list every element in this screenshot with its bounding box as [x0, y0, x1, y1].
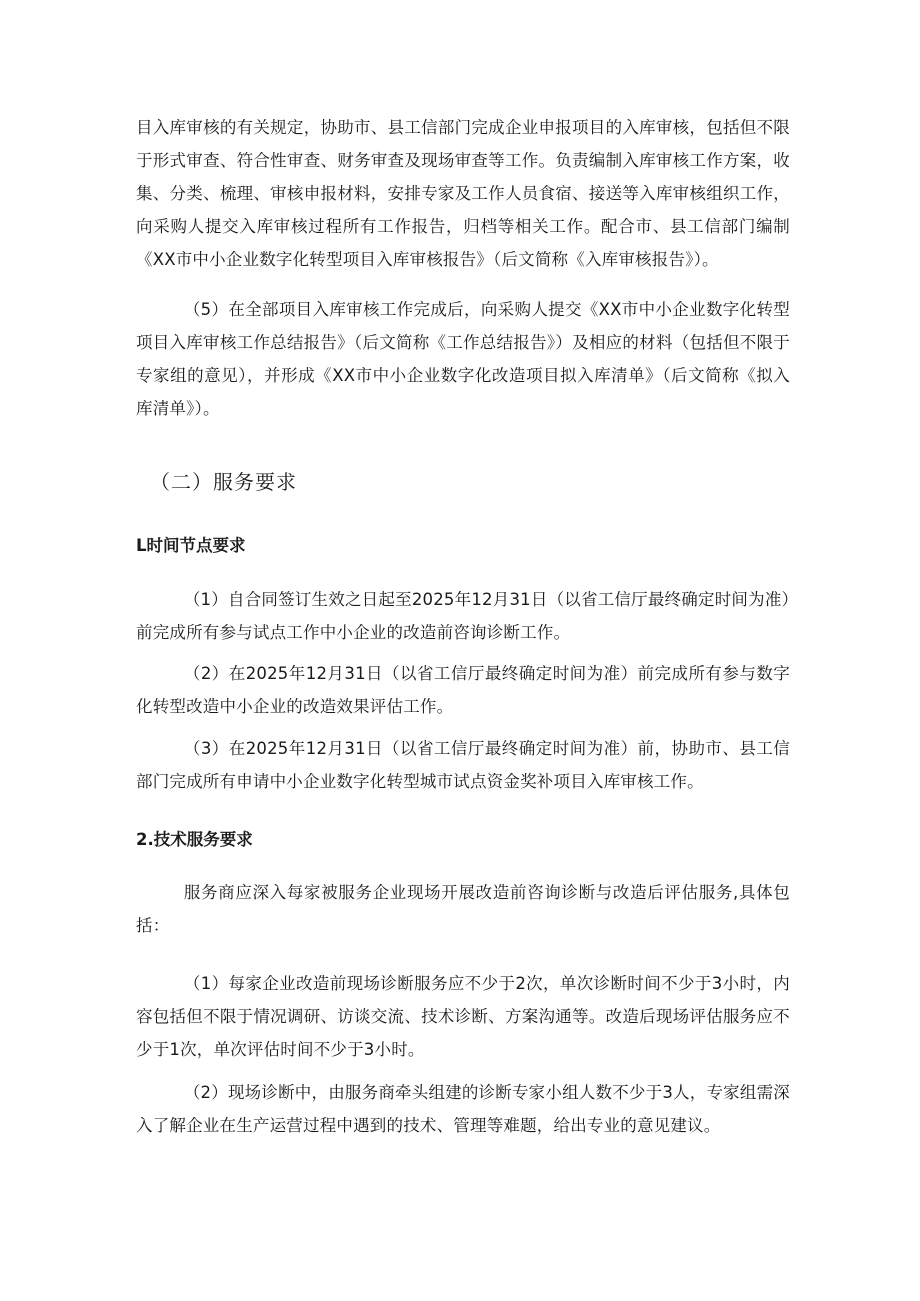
section-heading-service-requirements: （二）服务要求 — [150, 470, 297, 494]
subheading-time-nodes: L时间节点要求 — [136, 536, 246, 555]
paragraph-time-node-2: （2）在2025年12月31日（以省工信厅最终确定时间为准）前完成所有参与数字化转型改造中小企业的改造效果评估工作。 — [136, 664, 790, 716]
paragraph-service-item-2: （2）现场诊断中，由服务商牵头组建的诊断专家小组人数不少于3人，专家组需深入了解企业在生产运营过程中遇到的技术、管理等难题，给出专业的意见建议。 — [136, 1083, 790, 1135]
paragraph-service-intro: 服务商应深入每家被服务企业现场开展改造前咨询诊断与改造后评估服务,具体包括： — [136, 883, 790, 935]
paragraph-time-node-1: （1）自合同签订生效之日起至2025年12月31日（以省工信厅最终确定时间为准）前完成所有参与试点工作中小企业的改造前咨询诊断工作。 — [136, 590, 790, 642]
paragraph-item-5: （5）在全部项目入库审核工作完成后，向采购人提交《XX市中小企业数字化转型项目入库审核工作总结报告》（后文简称《工作总结报告》）及相应的材料（包括但不限于专家组的意见），并形成《XX市中小企业数字化改造项目拟入库清单》（后文简称《拟入库清单》）。 — [136, 300, 790, 418]
paragraph-audit-duties: 目入库审核的有关规定，协助市、县工信部门完成企业申报项目的入库审核，包括但不限于形式审查、符合性审查、财务审查及现场审查等工作。负责编制入库审核工作方案，收集、分类、梳理、审核申报材料，安排专家及工作人员食宿、接送等入库审核组织工作，向采购人提交入库审核过程所有工作报告，归档等相关工作。配合市、县工信部门编制《XX市中小企业数字化转型项目入库审核报告》（后文简称《入库审核报告》）。 — [136, 118, 790, 269]
paragraph-service-item-1: （1）每家企业改造前现场诊断服务应不少于2次，单次诊断时间不少于3小时，内容包括但不限于情况调研、访谈交流、技术诊断、方案沟通等。改造后现场评估服务应不少于1次，单次评估时间不少于3小时。 — [136, 974, 790, 1059]
paragraph-time-node-3: （3）在2025年12月31日（以省工信厅最终确定时间为准）前，协助市、县工信部门完成所有申请中小企业数字化转型城市试点资金奖补项目入库审核工作。 — [136, 739, 790, 791]
subheading-technical-service: 2.技术服务要求 — [136, 830, 253, 849]
